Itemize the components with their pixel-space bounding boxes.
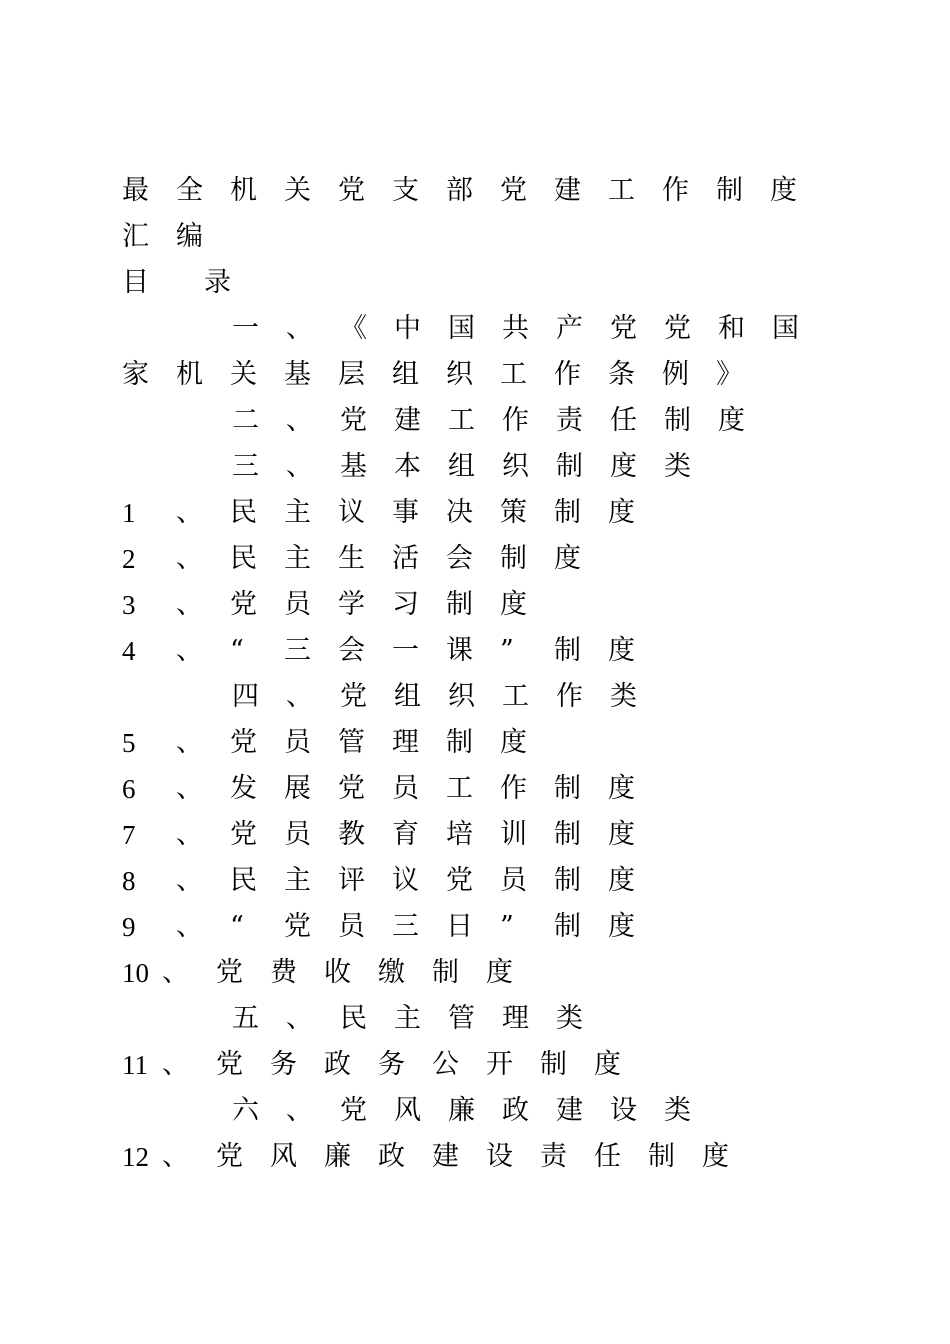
- toc-item-text: 、 党 员 学 习 制 度: [176, 589, 527, 620]
- toc-item-text: 、 党 务 政 务 公 开 制 度: [162, 1049, 621, 1080]
- section-6-heading: [232, 1088, 718, 1134]
- section-5-text: 五 、 民 主 管 理 类: [232, 1003, 583, 1034]
- toc-item-number: 7: [122, 820, 136, 850]
- toc-item-number: 10: [122, 958, 149, 988]
- toc-item: [122, 1042, 648, 1088]
- toc-item-number: 2: [122, 544, 136, 574]
- section-3-text: 三 、 基 本 组 织 制 度 类: [232, 451, 691, 482]
- toc-item-number: 3: [122, 590, 136, 620]
- toc-item-number: 12: [122, 1142, 149, 1172]
- toc-item-text: 、 民 主 议 事 决 策 制 度: [176, 497, 635, 528]
- toc-item-text: 、 发 展 党 员 工 作 制 度: [176, 773, 635, 804]
- section-4-heading: [232, 674, 664, 720]
- toc-item-text: 、 党 风 廉 政 建 设 责 任 制 度: [162, 1141, 729, 1172]
- toc-item: [122, 1134, 756, 1180]
- toc-item: [122, 628, 662, 674]
- toc-item-text: 、 党 员 管 理 制 度: [176, 727, 527, 758]
- toc-item-text: 、 民 主 生 活 会 制 度: [176, 543, 581, 574]
- toc-heading: [122, 260, 258, 306]
- section-1-text-1: 一 、 《 中 国 共 产 党 党 和 国: [232, 313, 799, 344]
- toc-item: [122, 904, 662, 950]
- section-2-heading: [232, 398, 772, 444]
- toc-item: [122, 536, 608, 582]
- toc-item-number: 6: [122, 774, 136, 804]
- toc-item: [122, 858, 662, 904]
- toc-item-number: 5: [122, 728, 136, 758]
- toc-heading-text: 目 录: [122, 267, 231, 298]
- toc-item: [122, 582, 554, 628]
- toc-item: [122, 950, 540, 996]
- toc-item: [122, 812, 662, 858]
- toc-item-text: 、 “ 党 员 三 日 ” 制 度: [176, 911, 635, 942]
- toc-item-text: 、 党 费 收 缴 制 度: [162, 957, 513, 988]
- toc-item: [122, 766, 662, 812]
- toc-item-number: 1: [122, 498, 136, 528]
- toc-item-text: 、 “ 三 会 一 课 ” 制 度: [176, 635, 635, 666]
- toc-item-number: 11: [122, 1050, 148, 1080]
- section-1-text-2: 家 机 关 基 层 组 织 工 作 条 例 》: [122, 359, 743, 390]
- doc-title-text-2: 汇 编: [122, 221, 203, 252]
- toc-item-number: 9: [122, 912, 136, 942]
- toc-item-number: 8: [122, 866, 136, 896]
- section-6-text: 六 、 党 风 廉 政 建 设 类: [232, 1095, 691, 1126]
- toc-item-text: 、 民 主 评 议 党 员 制 度: [176, 865, 635, 896]
- doc-title-line-2: [122, 214, 230, 260]
- section-1-heading-line-1: [232, 306, 826, 352]
- section-4-text: 四 、 党 组 织 工 作 类: [232, 681, 637, 712]
- section-3-heading: [232, 444, 718, 490]
- section-2-text: 二 、 党 建 工 作 责 任 制 度: [232, 405, 745, 436]
- toc-item: [122, 490, 662, 536]
- toc-item-number: 4: [122, 636, 136, 666]
- toc-item: [122, 720, 554, 766]
- doc-title-line-1: [122, 168, 824, 214]
- doc-title-text-1: 最 全 机 关 党 支 部 党 建 工 作 制 度: [122, 175, 797, 206]
- section-1-heading-line-2: [122, 352, 770, 398]
- section-5-heading: [232, 996, 610, 1042]
- toc-item-text: 、 党 员 教 育 培 训 制 度: [176, 819, 635, 850]
